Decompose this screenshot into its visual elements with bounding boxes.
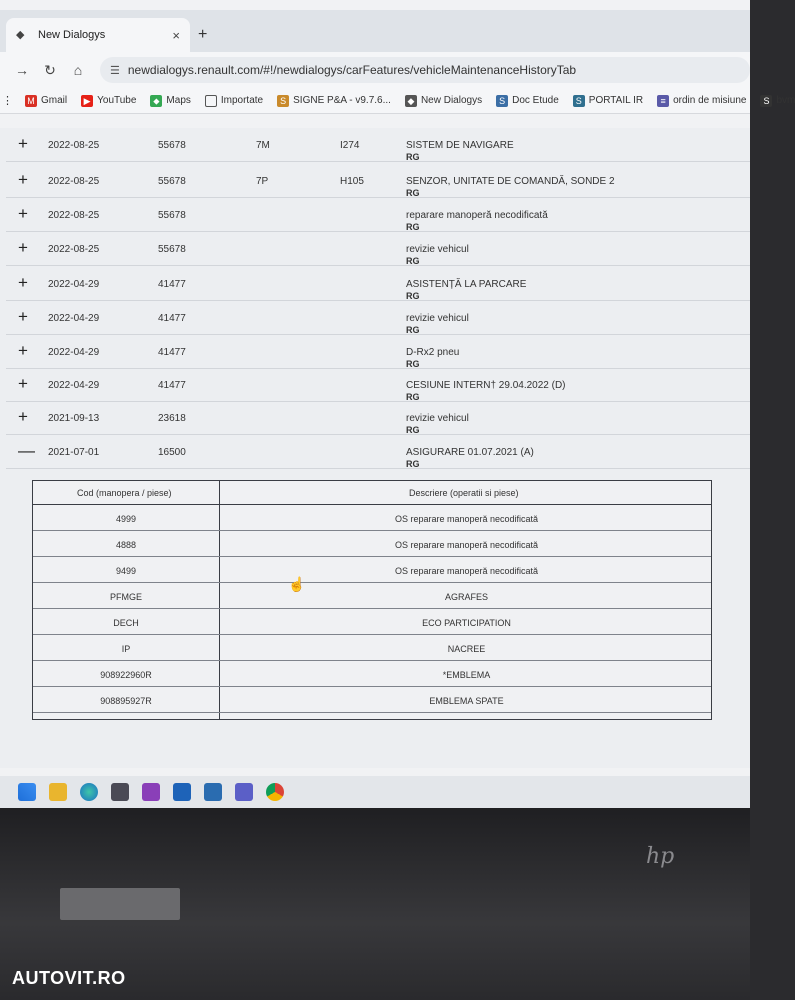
- history-row[interactable]: [6, 198, 750, 232]
- part-code: 9499: [115, 566, 137, 576]
- history-row[interactable]: [6, 164, 750, 198]
- row-date: 2022-08-25: [48, 210, 100, 221]
- part-code: IP: [121, 644, 131, 654]
- home-icon[interactable]: ⌂: [73, 62, 83, 78]
- bookmark-ordin-de-misiune[interactable]: ≡ ordin de misiune: [657, 95, 746, 107]
- bookmark-signe[interactable]: S SIGNE P&A - v9.7.6...: [277, 95, 391, 107]
- row-mileage: 41477: [158, 380, 186, 391]
- part-code: 908895927R: [100, 696, 152, 706]
- detail-row: [33, 635, 711, 661]
- expand-plus-icon[interactable]: +: [18, 307, 28, 326]
- collapse-minus-icon[interactable]: —: [18, 441, 35, 460]
- row-description-text: ASIGURARE 01.07.2021 (A): [406, 447, 534, 458]
- renault-favicon-icon: ◆: [16, 29, 25, 41]
- bookmark-portail-ir[interactable]: S PORTAIL IR: [573, 95, 643, 107]
- doc-etude-icon: S: [496, 95, 508, 107]
- expand-plus-icon[interactable]: +: [18, 407, 28, 426]
- windows-taskbar: [0, 776, 750, 808]
- close-tab-icon[interactable]: ×: [172, 27, 180, 43]
- new-tab-button[interactable]: +: [198, 26, 208, 43]
- row-description-text: reparare manoperă necodificată: [406, 210, 548, 221]
- row-mileage: 41477: [158, 347, 186, 358]
- row-date: 2022-04-29: [48, 313, 100, 324]
- rg-badge: RG: [406, 392, 420, 402]
- history-row[interactable]: [6, 401, 750, 435]
- part-description: ECO PARTICIPATION: [422, 618, 511, 628]
- detail-row: [33, 531, 711, 557]
- rg-badge: RG: [406, 222, 420, 232]
- detail-table-header: [33, 481, 711, 505]
- row-mileage: 55678: [158, 244, 186, 255]
- row-mileage: 16500: [158, 447, 186, 458]
- row-code-2: H105: [340, 176, 364, 187]
- browser-tab-bar: [0, 10, 750, 52]
- row-description: [406, 279, 527, 301]
- rg-badge: RG: [406, 359, 420, 369]
- hand-cursor-icon: ☝: [288, 576, 306, 592]
- autovit-watermark: AUTOVIT.RO: [12, 968, 126, 988]
- file-explorer-icon[interactable]: [49, 783, 67, 801]
- portail-icon: S: [573, 95, 585, 107]
- part-description: AGRAFES: [444, 592, 488, 602]
- store-icon[interactable]: [111, 783, 129, 801]
- teams-icon[interactable]: [235, 783, 253, 801]
- expand-plus-icon[interactable]: +: [18, 134, 28, 153]
- bookmark-gmail[interactable]: M Gmail: [25, 95, 67, 107]
- part-code: 908922960R: [100, 670, 152, 680]
- row-description-text: CESIUNE INTERN† 29.04.2022 (D): [406, 380, 566, 391]
- detail-row: [33, 505, 711, 531]
- row-description: [406, 244, 469, 266]
- tab-title: New Dialogys: [38, 29, 106, 41]
- row-code-1: 7P: [256, 176, 269, 187]
- browser-tab[interactable]: [6, 18, 190, 52]
- row-description: [406, 347, 460, 369]
- rg-badge: RG: [406, 291, 420, 301]
- bookmark-bvm[interactable]: S bvm: [760, 95, 795, 107]
- part-description: NACREE: [447, 644, 486, 654]
- outlook-icon[interactable]: [173, 783, 191, 801]
- part-code: DECH: [113, 618, 139, 628]
- row-mileage: 41477: [158, 313, 186, 324]
- address-bar[interactable]: [100, 57, 750, 83]
- chrome-icon[interactable]: [266, 783, 284, 801]
- expand-plus-icon[interactable]: +: [18, 170, 28, 189]
- expand-plus-icon[interactable]: +: [18, 341, 28, 360]
- row-date: 2022-08-25: [48, 244, 100, 255]
- signe-icon: S: [277, 95, 289, 107]
- bookmark-doc-etude[interactable]: S Doc Etude: [496, 95, 559, 107]
- detail-row: [33, 557, 711, 583]
- snipping-tool-icon[interactable]: [142, 783, 160, 801]
- row-date: 2022-08-25: [48, 176, 100, 187]
- row-date: 2022-04-29: [48, 380, 100, 391]
- rg-badge: RG: [406, 256, 420, 266]
- row-code-2: I274: [340, 140, 360, 151]
- site-info-icon[interactable]: ☰: [110, 64, 120, 77]
- part-description: OS reparare manoperă necodificată: [394, 540, 539, 550]
- part-code: 4999: [115, 514, 137, 524]
- bookmark-youtube[interactable]: ▶ YouTube: [81, 95, 136, 107]
- gmail-icon: M: [25, 95, 37, 107]
- row-mileage: 55678: [158, 140, 186, 151]
- part-code: 4888: [115, 540, 137, 550]
- row-date: 2022-08-25: [48, 140, 100, 151]
- row-description-text: revizie vehicul: [406, 244, 469, 255]
- part-description: OS reparare manoperă necodificată: [394, 566, 539, 576]
- history-row[interactable]: [6, 335, 750, 369]
- row-mileage: 23618: [158, 413, 186, 424]
- row-description: [406, 140, 514, 162]
- windows-start-icon[interactable]: [18, 783, 36, 801]
- maps-icon: ⬥: [150, 95, 162, 107]
- laptop-bezel: [0, 808, 750, 1000]
- part-description: EMBLEMA SPATE: [429, 696, 504, 706]
- row-description-text: D-Rx2 pneu: [406, 347, 460, 358]
- row-description-text: revizie vehicul: [406, 413, 469, 424]
- history-row[interactable]: [6, 128, 750, 162]
- part-description: *EMBLEMA: [442, 670, 491, 680]
- ordin-icon: ≡: [657, 95, 669, 107]
- folder-icon: [205, 95, 217, 107]
- rg-badge: RG: [406, 325, 420, 335]
- bookmark-importate[interactable]: Importate: [205, 95, 263, 107]
- edge-icon[interactable]: [80, 783, 98, 801]
- row-mileage: 41477: [158, 279, 186, 290]
- reload-icon[interactable]: ↻: [44, 61, 56, 78]
- bvm-icon: S: [760, 95, 772, 107]
- rg-badge: RG: [406, 459, 420, 469]
- maintenance-history-panel: [0, 128, 750, 768]
- youtube-icon: ▶: [81, 95, 93, 107]
- apps-icon[interactable]: ⋮: [2, 95, 13, 107]
- browser-toolbar: [0, 52, 750, 88]
- url-text: newdialogys.renault.com/#!/newdialogys/carFeatures/vehicleMaintenanceHistoryTab: [127, 63, 577, 77]
- row-description-text: SENZOR, UNITATE DE COMANDĂ, SONDE 2: [406, 176, 615, 187]
- row-code-1: 7M: [256, 140, 270, 151]
- expand-plus-icon[interactable]: +: [18, 204, 28, 223]
- detail-row: [33, 687, 711, 713]
- row-date: 2021-09-13: [48, 413, 100, 424]
- detail-row: [33, 583, 711, 609]
- row-description-text: SISTEM DE NAVIGARE: [406, 140, 514, 151]
- rg-badge: RG: [406, 152, 420, 162]
- row-description: [406, 313, 469, 335]
- row-description: [406, 210, 548, 232]
- row-description: [406, 447, 534, 469]
- history-row[interactable]: [6, 435, 750, 469]
- rg-badge: RG: [406, 425, 420, 435]
- row-date: 2022-04-29: [48, 279, 100, 290]
- expand-plus-icon[interactable]: +: [18, 238, 28, 257]
- row-mileage: 55678: [158, 176, 186, 187]
- expand-plus-icon[interactable]: +: [18, 374, 28, 393]
- forward-icon[interactable]: →: [15, 62, 29, 78]
- bookmark-maps[interactable]: ⬥ Maps: [150, 95, 190, 107]
- header-description: Descriere (operatii si piese): [409, 488, 519, 498]
- hp-logo: hp: [646, 844, 675, 869]
- history-row[interactable]: [6, 301, 750, 335]
- row-description: [406, 413, 469, 435]
- row-description: [406, 176, 615, 198]
- rg-badge: RG: [406, 188, 420, 198]
- operation-detail-table: [32, 480, 712, 720]
- bookmarks-bar: [0, 88, 795, 114]
- row-description: [406, 380, 566, 402]
- renault-icon: ◆: [405, 95, 417, 107]
- virtual-machine-icon[interactable]: [204, 783, 222, 801]
- laptop-hinge: [60, 888, 180, 920]
- part-description: OS reparare manoperă necodificată: [394, 514, 539, 524]
- bookmark-new-dialogys[interactable]: ◆ New Dialogys: [405, 95, 482, 107]
- expand-plus-icon[interactable]: +: [18, 273, 28, 292]
- header-code: Cod (manopera / piese): [77, 488, 172, 498]
- row-date: 2022-04-29: [48, 347, 100, 358]
- row-date: 2021-07-01: [48, 447, 100, 458]
- part-code: PFMGE: [109, 592, 142, 602]
- row-mileage: 55678: [158, 210, 186, 221]
- history-row[interactable]: [6, 267, 750, 301]
- history-row[interactable]: [6, 368, 750, 402]
- detail-row: [33, 661, 711, 687]
- row-description-text: ASISTENȚĂ LA PARCARE: [406, 279, 527, 290]
- detail-row: [33, 609, 711, 635]
- row-description-text: revizie vehicul: [406, 313, 469, 324]
- history-row[interactable]: [6, 232, 750, 266]
